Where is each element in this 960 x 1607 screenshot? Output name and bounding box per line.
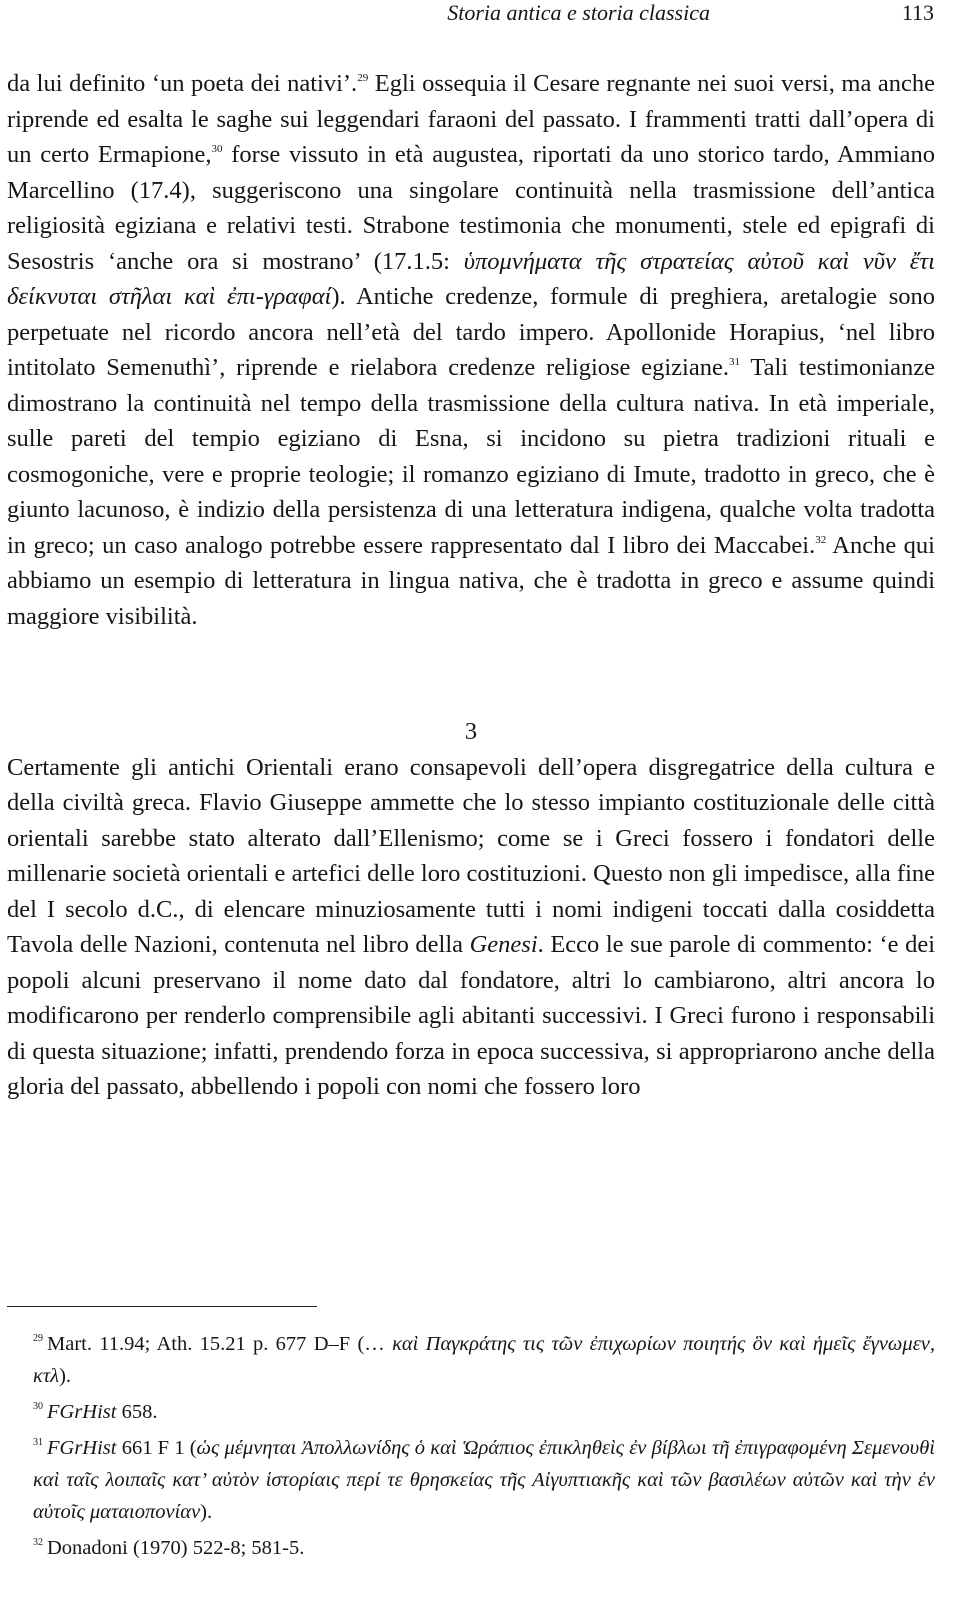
p1-text-6: Anche qui abbiamo un esempio di letteratura in lingua nativa, che è tradotta in greco e assume quindi maggiore visibilità. [7, 531, 935, 630]
fn30-italic: FGrHist [47, 1401, 117, 1423]
fn29-text-2: ). [59, 1365, 72, 1387]
footnote-30 [7, 1396, 935, 1428]
page-number: 113 [901, 0, 934, 25]
p1-text-1: da lui definito ‘un poeta dei nativi’. [7, 70, 358, 97]
footnote-ref-29[interactable]: 29 [357, 72, 369, 84]
fn31-text-1: 661 F 1 ( [116, 1437, 197, 1459]
p1-text-2: Egli ossequia il Cesare regnante nei suoi versi, ma anche riprende ed esalta le saghe sui leggendari faraoni del passato. I frammenti tratti dall’opera di un certo Ermapione, [7, 70, 936, 168]
footnotes [7, 1328, 935, 1568]
footnote-32 [7, 1532, 935, 1564]
main-text [7, 66, 935, 1105]
fn32-text-1: Donadoni (1970) 522-8; 581-5. [47, 1537, 305, 1559]
running-head: Storia antica e storia classica [447, 0, 710, 25]
fn31-text-2: ). [200, 1501, 213, 1523]
p1-text-4: ). Antiche credenze, formule di preghiera, aretalogie sono perpetuate nel ricordo ancora nell’età del tardo impero. Apollonide Horapius, ‘nel libro intitolato Semenuthì’, riprende e rielabora credenze religiose egiziane. [7, 283, 935, 381]
p1-text-5: Tali testimonianze dimostrano la continuità nel tempo della trasmissione della cultura nativa. In età imperiale, sulle pareti del tempio egiziano di Esna, si incidono su pietra tradizioni rituali e cosmogoniche, vere e proprie teologie; il romanzo egiziano di Imute, tradotto in greco, che è giunto lacunoso, è indizio della persistenza di una letteratura indigena, qualche volta tradotta in greco; un caso analogo potrebbe essere rappresentato dal I libro dei Maccabei. [7, 354, 935, 559]
paragraph-1 [7, 66, 935, 634]
footnote-number-32: 32 [33, 1537, 43, 1548]
p2-text-2: . Ecco le sue parole di commento: ‘e dei popoli alcuni preservano il nome dato dal fondatore, altri lo cambiarono, altri ancora lo modificarono per renderlo comprensibile agli abitanti successivi. I Greci furono i responsabili di questa situazione; infatti, prendendo forza in epoca successiva, si appropriarono anche della gloria del passato, abbellendo i popoli con nomi che fossero loro [7, 931, 936, 1100]
footnote-number-29: 29 [33, 1333, 43, 1344]
footnote-ref-31[interactable]: 31 [728, 356, 740, 368]
fn30-text-1: 658. [116, 1401, 158, 1423]
fn29-greek: καὶ Παγκράτης τις τῶν ἐπιχωρίων ποιητής ὃν καὶ ἡμεῖς ἔγνωμεν, κτλ [33, 1333, 935, 1387]
p2-italic-genesi: Genesi [469, 931, 538, 958]
p1-text-3: forse vissuto in età augustea, riportati da uno storico tardo, Ammiano Marcellino (17.4), suggeriscono una singolare continuità nella trasmissione dell’antica religiosità egiziana e relativi testi. Strabone testimonia che monumenti, stele ed epigrafi di Sesostris ‘anche ora si mostrano’ (17.1.5: [7, 141, 936, 275]
footnote-separator [7, 1306, 317, 1307]
fn29-text-1: Mart. 11.94; Ath. 15.21 p. 677 D–F (… [47, 1333, 393, 1355]
footnote-29 [7, 1328, 935, 1392]
footnote-number-31: 31 [33, 1437, 43, 1448]
paragraph-2 [7, 750, 935, 1105]
page-header [0, 0, 960, 30]
fn31-greek: ὡς μέμνηται Ἀπολλωνίδης ὁ καὶ Ὡράπιος ἐπικληθεὶς ἐν βίβλωι τῆ ἐπιγραφομένη Σεμενουθὶ καὶ ταῖς λοιπαῖς κατ’ αὐτὸν ἱστορίαις περί τε θρησκείας τῆς Αἰγυπτιακῆς καὶ τῶν βασιλέων αὐτῶν καὶ τὴν ἐν αὐτοῖς ματαιοπονίαν [33, 1437, 935, 1523]
footnote-ref-30[interactable]: 30 [211, 143, 223, 155]
footnote-number-30: 30 [33, 1401, 43, 1412]
footnote-ref-32[interactable]: 32 [815, 533, 827, 546]
section-number: 3 [464, 718, 478, 745]
p1-greek-quote: ὑπομνήματα τῆς στρατείας αὐτοῦ καὶ νῦν ἔτι δείκνυται στῆλαι καὶ ἐπι-γραφαί [7, 247, 935, 310]
footnote-31 [7, 1432, 935, 1528]
fn31-italic: FGrHist [47, 1437, 117, 1459]
p2-text-1: Certamente gli antichi Orientali erano consapevoli dell’opera disgregatrice della cultura e della civiltà greca. Flavio Giuseppe ammette che lo stesso impianto costituzionale delle città orientali sarebbe stato alterato dall’Ellenismo; come se i Greci fossero i fondatori delle millenarie società orientali e artefici delle loro costituzioni. Questo non gli impedisce, alla fine del I secolo d.C., di elencare minuziosamente tutti i nomi indigeni toccati dalla cosiddetta Tavola delle Nazioni, contenuta nel libro della [7, 753, 935, 958]
